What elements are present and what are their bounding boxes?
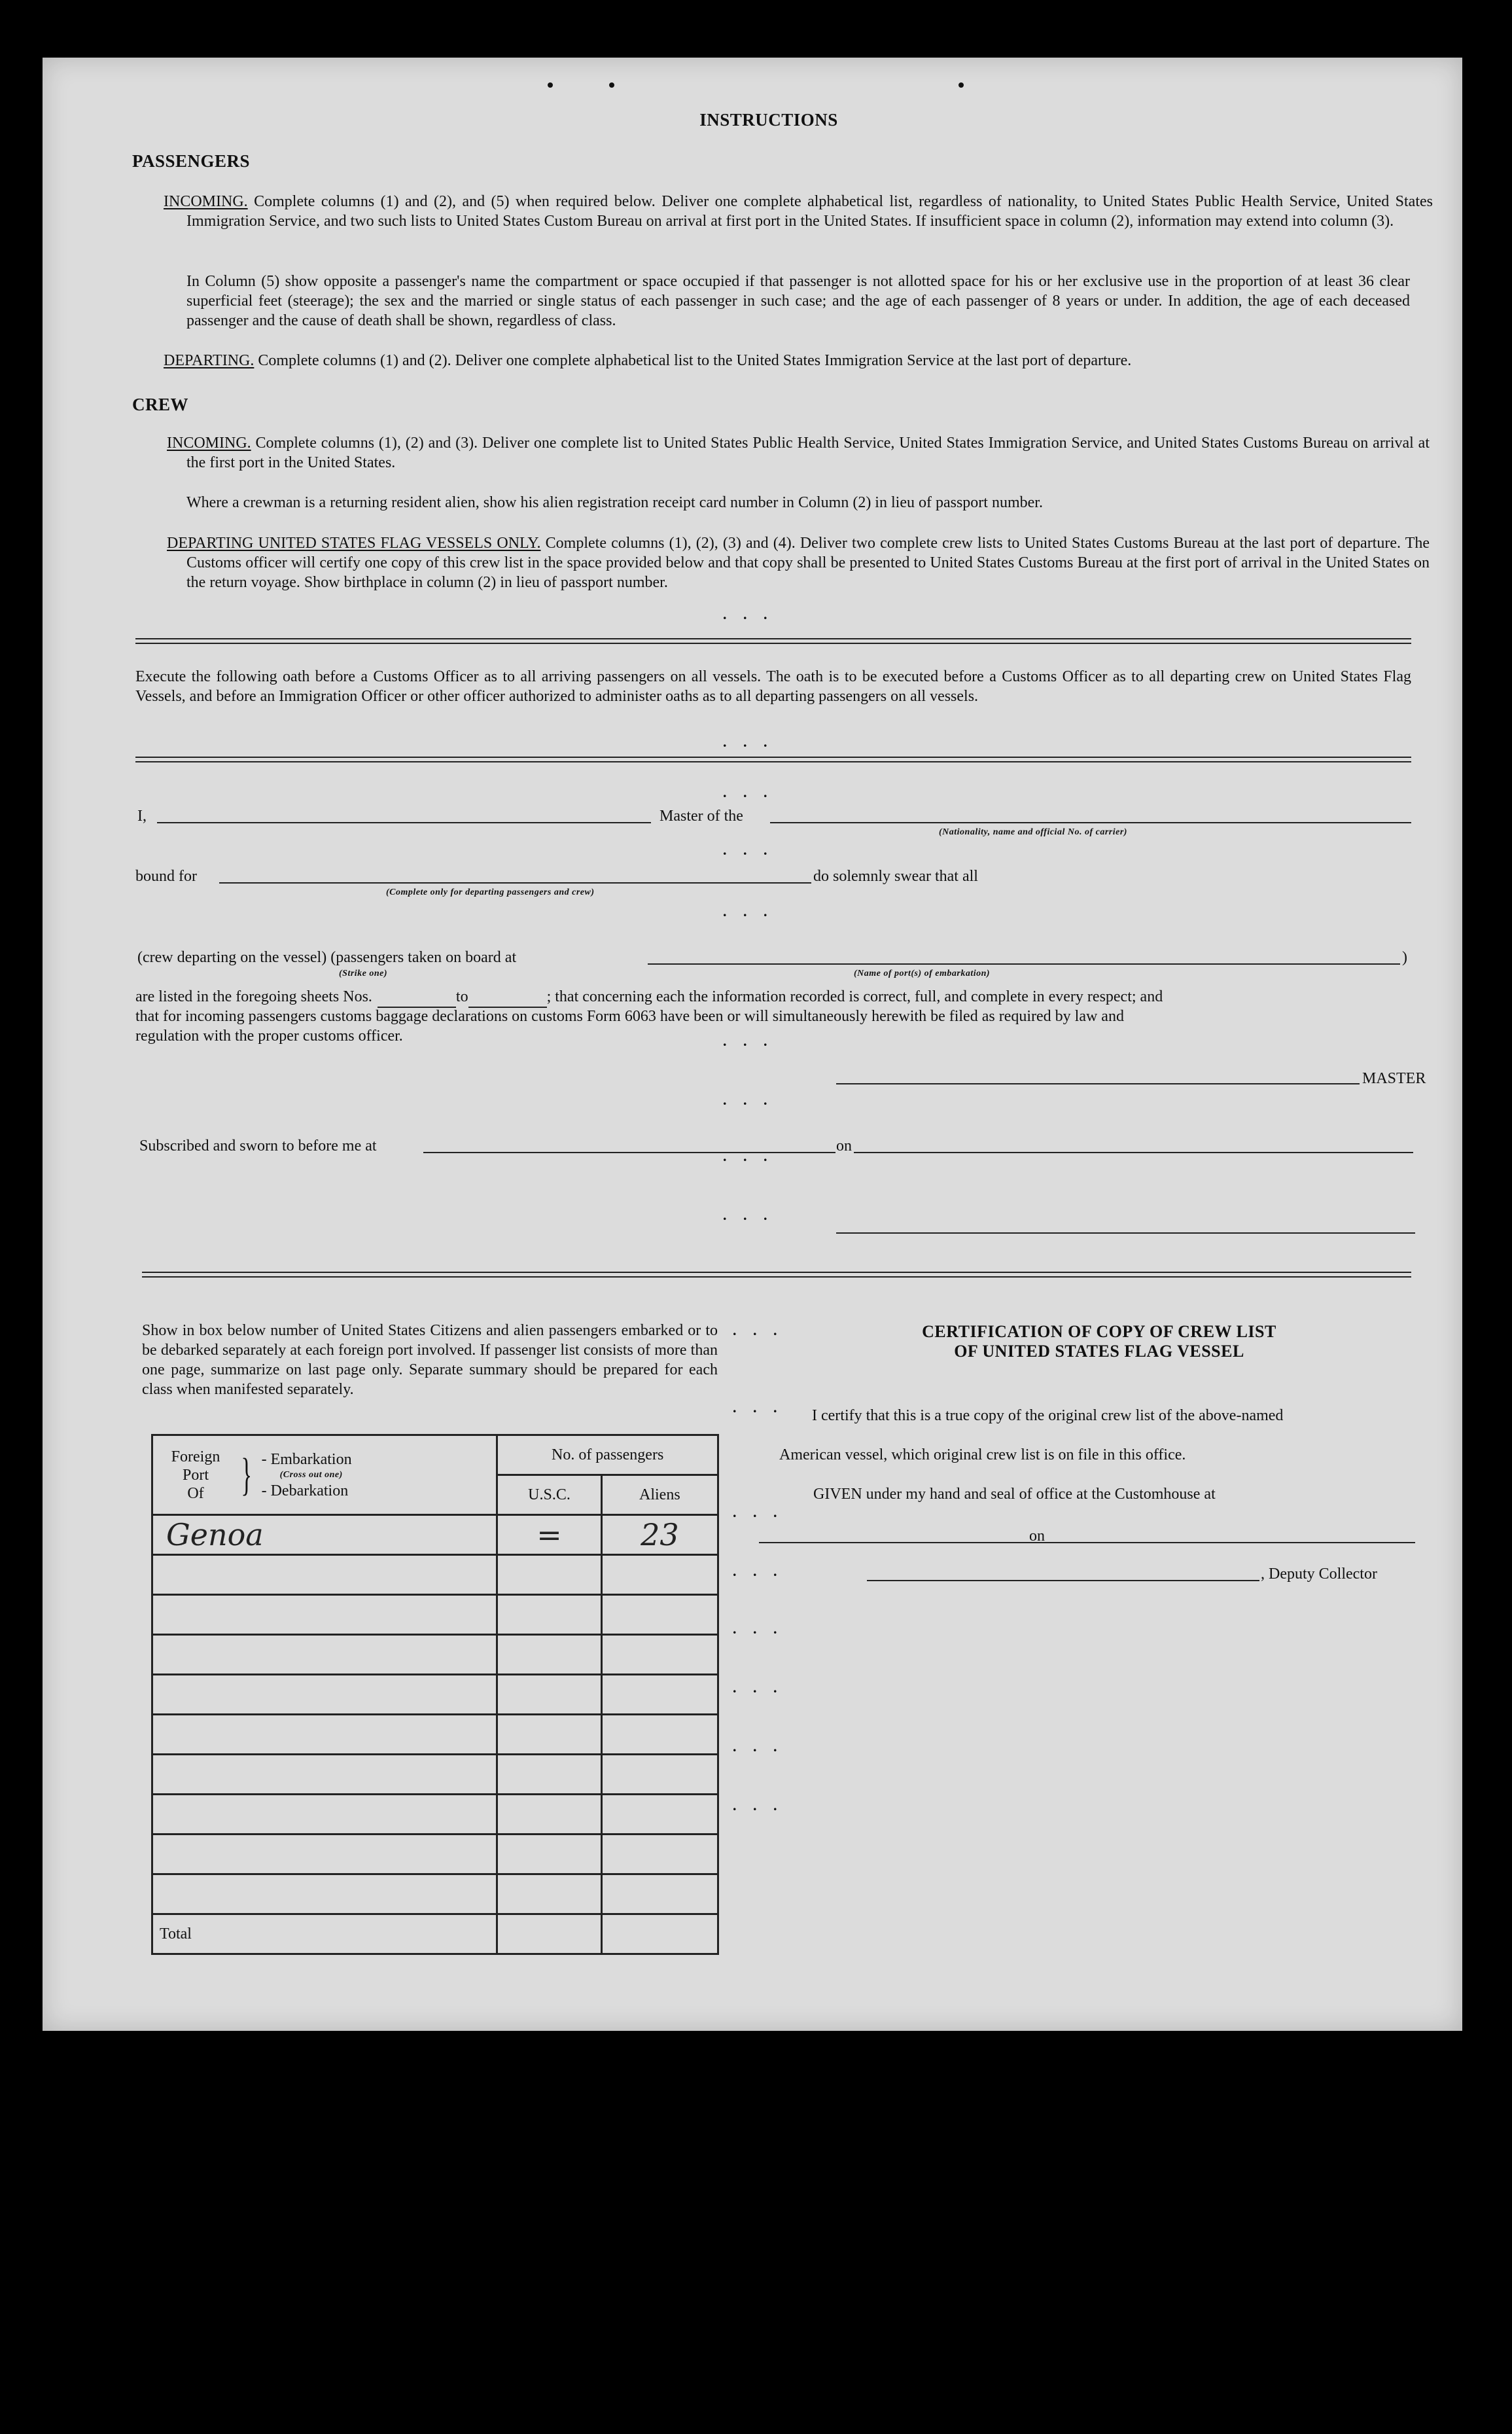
total-row xyxy=(152,1914,718,1954)
dot-marks: . . . xyxy=(723,903,774,920)
dot-marks: . . . xyxy=(723,842,774,858)
port-cell[interactable] xyxy=(152,1834,497,1874)
sheet-to-field[interactable] xyxy=(468,987,547,1008)
table-row xyxy=(152,1874,718,1914)
crew-passengers-text: (crew departing on the vessel) (passengers taken on board at xyxy=(137,949,517,966)
aliens-cell[interactable] xyxy=(601,1635,718,1675)
table-row xyxy=(152,1515,718,1555)
total-usc-cell[interactable] xyxy=(497,1914,601,1954)
table-row xyxy=(152,1635,718,1675)
crew-heading: CREW xyxy=(132,395,189,414)
certification-title-2: OF UNITED STATES FLAG VESSEL xyxy=(954,1342,1244,1361)
table-row xyxy=(152,1755,718,1795)
registration-mark xyxy=(958,82,964,88)
dot-marks: . . . xyxy=(723,1033,774,1049)
cross-out-caption: (Cross out one) xyxy=(279,1469,343,1480)
dot-marks: . . . xyxy=(723,606,774,622)
passenger-summary-table xyxy=(151,1434,719,1955)
embarkation-ports-field[interactable] xyxy=(648,963,1400,965)
aliens-header: Aliens xyxy=(601,1475,718,1515)
table-row xyxy=(152,1675,718,1715)
port-cell[interactable] xyxy=(152,1874,497,1914)
crew-returning-paragraph: Where a crewman is a returning resident alien, show his alien registration receipt card number in Column (2) in lieu of passport number. xyxy=(186,494,1043,511)
listed-line-1 xyxy=(135,987,1163,1008)
port-cell[interactable] xyxy=(152,1675,497,1715)
section-divider xyxy=(135,757,1411,762)
to-label: to xyxy=(455,988,468,1005)
crew-departing-label: DEPARTING UNITED STATES FLAG VESSELS ONLY. xyxy=(167,535,541,552)
summary-instruction: Show in box below number of United States Citizens and alien passengers embarked or to be debarked separately at each foreign port involved. If passenger list consists of more than one page, summarize on last page only. Separate summary should be prepared for each class when manifested separately. xyxy=(142,1322,718,1398)
document-page xyxy=(43,58,1462,2031)
listed-text-4: regulation with the proper customs officer. xyxy=(135,1028,403,1045)
aliens-cell[interactable] xyxy=(601,1555,718,1595)
customhouse-field[interactable] xyxy=(759,1542,1073,1543)
ports-caption: (Name of port(s) of embarkation) xyxy=(854,969,991,978)
dot-marks: . . . xyxy=(733,1738,784,1755)
port-cell[interactable] xyxy=(152,1635,497,1675)
bound-for-field[interactable] xyxy=(219,882,811,884)
oath-i-label: I, xyxy=(137,808,147,825)
usc-cell[interactable] xyxy=(497,1555,601,1595)
brace-icon: } xyxy=(241,1449,253,1500)
certification-date-field[interactable] xyxy=(1049,1542,1415,1543)
crew-incoming-paragraph xyxy=(167,433,1430,473)
embarkation-label: - Embarkation xyxy=(261,1450,352,1468)
usc-cell[interactable] xyxy=(497,1715,601,1755)
sheet-from-field[interactable] xyxy=(378,987,456,1008)
certification-title-1: CERTIFICATION OF COPY OF CREW LIST xyxy=(922,1322,1276,1341)
aliens-cell[interactable]: 23 xyxy=(601,1515,718,1555)
aliens-cell[interactable] xyxy=(601,1715,718,1755)
usc-cell[interactable] xyxy=(497,1675,601,1715)
master-name-field[interactable] xyxy=(157,822,651,823)
dot-marks: . . . xyxy=(733,1399,784,1416)
dot-marks: . . . xyxy=(733,1620,784,1637)
registration-mark xyxy=(609,82,614,88)
aliens-cell[interactable] xyxy=(601,1834,718,1874)
carrier-caption: (Nationality, name and official No. of carrier) xyxy=(939,827,1127,837)
passengers-departing-label: DEPARTING. xyxy=(164,352,255,369)
usc-cell[interactable] xyxy=(497,1874,601,1914)
subscribed-place-field[interactable] xyxy=(423,1152,835,1153)
dot-marks: . . . xyxy=(723,784,774,800)
close-paren: ) xyxy=(1402,949,1407,966)
crew-departing-paragraph xyxy=(167,533,1430,592)
dot-marks: . . . xyxy=(723,1148,774,1164)
aliens-cell[interactable] xyxy=(601,1755,718,1795)
master-signature-field[interactable] xyxy=(836,1083,1360,1084)
carrier-field[interactable] xyxy=(770,822,1411,823)
table-row xyxy=(152,1795,718,1834)
dot-marks: . . . xyxy=(733,1679,784,1696)
departing-caption: (Complete only for departing passengers and crew) xyxy=(386,887,595,897)
table-row xyxy=(152,1834,718,1874)
american-text: American vessel, which original crew list is on file in this office. xyxy=(779,1446,1186,1463)
master-label: MASTER xyxy=(1362,1070,1426,1087)
port-cell[interactable] xyxy=(152,1555,497,1595)
table-row xyxy=(152,1715,718,1755)
total-aliens-cell[interactable] xyxy=(601,1914,718,1954)
passengers-incoming-label: INCOMING. xyxy=(164,193,248,210)
passengers-column5-paragraph: In Column (5) show opposite a passenger's name the compartment or space occupied if that passenger is not allotted space for his or her exclusive use in the proportion of at least 36 clear superficial feet (steerage); the sex and the married or single status of each passenger in such case; and the age of each passenger of 8 years or under. In addition, the age of each deceased passenger and the cause of death shall be shown, regardless of class. xyxy=(186,273,1410,329)
certify-text: I certify that this is a true copy of the original crew list of the above-named xyxy=(812,1407,1284,1424)
aliens-cell[interactable] xyxy=(601,1595,718,1635)
port-cell[interactable] xyxy=(152,1795,497,1834)
officer-signature-field[interactable] xyxy=(836,1232,1415,1234)
passengers-departing-paragraph xyxy=(164,351,1410,370)
dot-marks: . . . xyxy=(733,1504,784,1520)
registration-mark xyxy=(548,82,553,88)
deputy-collector-label: , Deputy Collector xyxy=(1261,1566,1377,1583)
oath-instruction: Execute the following oath before a Customs Officer as to all arriving passengers on all vessels. The oath is to be executed before a Customs Officer as to all departing crew on United States Flag Vessels, and before an Immigration Officer or other officer authorized to administer oaths as to all departing passengers on all vessels. xyxy=(135,668,1411,705)
usc-cell[interactable]: = xyxy=(497,1515,601,1555)
crew-incoming-text: Complete columns (1), (2) and (3). Deliver one complete list to United States Public Health Service, United States Immigration Service, and United States Customs Bureau on arrival at the first port in the United States. xyxy=(186,435,1430,471)
passengers-incoming-text: Complete columns (1) and (2), and (5) when required below. Deliver one complete alphabetical list, regardless of nationality, to United States Public Health Service, United States Immigration Service, and two such lists to United States Custom Bureau on arrival at first port in the United States. If insufficient space in column (2), information may extend into column (3). xyxy=(186,193,1433,230)
listed-text-1: are listed in the foregoing sheets Nos. xyxy=(135,988,372,1005)
passengers-departing-text: Complete columns (1) and (2). Deliver one complete alphabetical list to the United States Immigration Service at the last port of departure. xyxy=(258,352,1132,369)
usc-cell[interactable] xyxy=(497,1834,601,1874)
passengers-incoming-paragraph xyxy=(164,192,1433,231)
table-row xyxy=(152,1595,718,1635)
passengers-heading: PASSENGERS xyxy=(132,151,251,171)
usc-cell[interactable] xyxy=(497,1795,601,1834)
subscribed-on-label: on xyxy=(836,1137,852,1154)
strike-caption: (Strike one) xyxy=(339,969,388,978)
given-text: GIVEN under my hand and seal of office at the Customhouse at xyxy=(813,1486,1216,1503)
certification-on-label: on xyxy=(1029,1528,1045,1545)
table-header-row xyxy=(152,1435,718,1475)
foreign-label: Foreign xyxy=(171,1448,220,1465)
usc-cell[interactable] xyxy=(497,1635,601,1675)
deputy-collector-signature-field[interactable] xyxy=(867,1580,1259,1581)
aliens-cell[interactable] xyxy=(601,1795,718,1834)
swear-text: do solemnly swear that all xyxy=(813,868,978,885)
usc-header: U.S.C. xyxy=(497,1475,601,1515)
crew-departing-text: Complete columns (1), (2), (3) and (4). Deliver two complete crew lists to United States Customs Bureau at the last port of departure. The Customs officer will certify one copy of this crew list in the space provided below and that copy shall be presented to United States Customs Bureau at the first port of arrival in the United States on the return voyage. Show birthplace in column (2) in lieu of passport number. xyxy=(186,535,1430,591)
subscribed-text: Subscribed and sworn to before me at xyxy=(139,1137,377,1154)
subscribed-date-field[interactable] xyxy=(854,1152,1413,1153)
port-cell[interactable]: Genoa xyxy=(152,1515,497,1555)
foreign-port-header xyxy=(152,1435,497,1515)
usc-cell[interactable] xyxy=(497,1595,601,1635)
port-label: Port xyxy=(182,1466,209,1484)
aliens-cell[interactable] xyxy=(601,1874,718,1914)
dot-marks: . . . xyxy=(733,1563,784,1579)
total-label: Total xyxy=(152,1914,497,1954)
usc-cell[interactable] xyxy=(497,1755,601,1795)
page-title: INSTRUCTIONS xyxy=(699,110,838,130)
listed-text-3: that for incoming passengers customs baggage declarations on customs Form 6063 have been or will simultaneously herewith be filed as required by law and xyxy=(135,1008,1124,1025)
bound-for-label: bound for xyxy=(135,868,197,885)
section-divider xyxy=(135,638,1411,644)
master-of-the-label: Master of the xyxy=(659,808,743,825)
listed-text-2: ; that concerning each the information recorded is correct, full, and complete in every respect; and xyxy=(546,988,1163,1005)
port-cell[interactable] xyxy=(152,1715,497,1755)
no-of-passengers-header: No. of passengers xyxy=(497,1435,718,1475)
debarkation-label: - Debarkation xyxy=(261,1482,349,1499)
dot-marks: . . . xyxy=(723,1207,774,1223)
dot-marks: . . . xyxy=(733,1322,784,1338)
port-cell[interactable] xyxy=(152,1595,497,1635)
table-row xyxy=(152,1555,718,1595)
aliens-cell[interactable] xyxy=(601,1675,718,1715)
of-label: Of xyxy=(187,1484,204,1502)
section-divider xyxy=(142,1272,1411,1278)
port-cell[interactable] xyxy=(152,1755,497,1795)
dot-marks: . . . xyxy=(723,734,774,750)
dot-marks: . . . xyxy=(723,1092,774,1108)
crew-incoming-label: INCOMING. xyxy=(167,435,251,452)
dot-marks: . . . xyxy=(733,1797,784,1814)
